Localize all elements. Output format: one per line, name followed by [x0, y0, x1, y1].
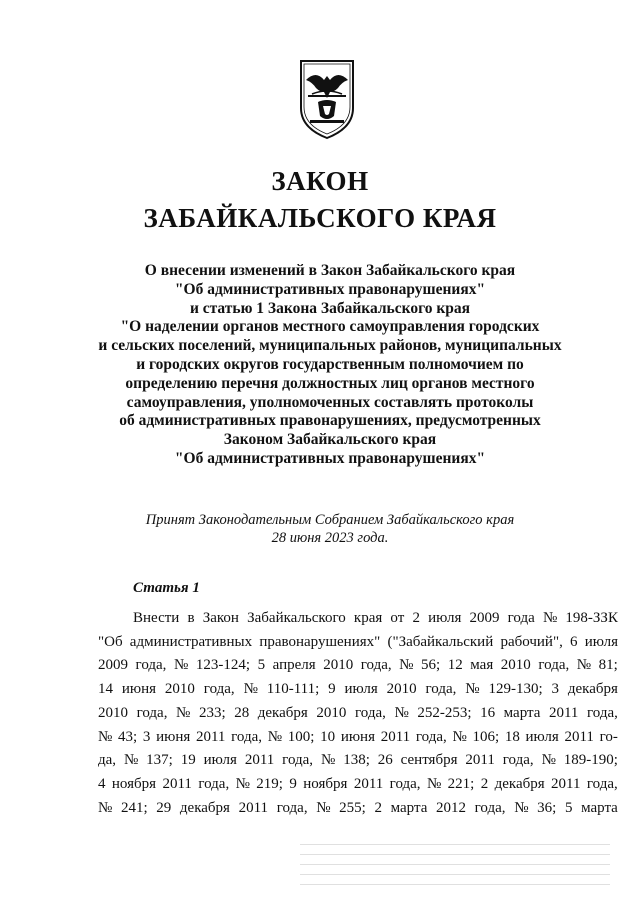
article-word: 81;	[598, 657, 618, 674]
article-word: 100;	[287, 728, 315, 745]
article-word: 12	[447, 657, 463, 674]
article-word: 2012	[436, 799, 467, 816]
adoption-date: 28 июня 2023 года.	[271, 530, 389, 546]
article-word: 6	[570, 633, 578, 650]
article-word: 29	[156, 799, 172, 816]
article-word: 123-124;	[195, 657, 251, 674]
article-word: 219;	[256, 775, 283, 792]
article-word: №	[394, 704, 409, 721]
article-word: июня	[340, 728, 375, 745]
article-word: 2011	[238, 799, 269, 816]
article-word: 3	[551, 681, 559, 698]
article-word: 28	[234, 704, 250, 721]
article-word: 2010	[316, 704, 347, 721]
article-word: мая	[470, 657, 494, 674]
article-word: марта	[581, 799, 618, 816]
article-word: №	[316, 799, 331, 816]
law-title: ЗАКОН	[271, 166, 369, 196]
article-word: 5	[564, 799, 573, 816]
article-word: декабря	[494, 775, 545, 792]
subtitle-line: "Об административных правонарушениях"	[174, 449, 486, 467]
article-word: №	[267, 728, 283, 745]
article-word: края	[353, 610, 383, 626]
article-word: года,	[587, 704, 618, 721]
article-word: №	[399, 657, 414, 674]
article-word: 2011	[380, 728, 411, 745]
article-word: №	[465, 681, 480, 698]
article-word: года,	[198, 775, 230, 792]
article-word: №	[320, 752, 336, 769]
article-word: 2011	[564, 728, 594, 745]
article-word: года,	[354, 704, 386, 721]
article-word: года,	[415, 728, 447, 745]
article-word: "Об	[98, 633, 123, 650]
article-line	[98, 726, 618, 750]
subtitle-line: Законом Забайкальского края	[223, 431, 437, 449]
article-word: 56;	[421, 657, 441, 674]
article-line	[98, 607, 618, 631]
article-word: 2009	[98, 657, 128, 674]
bleed-through-smudge	[300, 835, 610, 900]
adoption-line: Принят Законодательным Собранием Забайкальского края	[145, 512, 515, 528]
article-word: 43;	[118, 728, 138, 745]
article-word: года,	[474, 799, 506, 816]
article-word: №	[123, 752, 139, 769]
subtitle-line: и городских округов государственным полномочием по	[136, 355, 524, 373]
article-word: года,	[203, 681, 235, 698]
article-word: 4	[98, 775, 106, 792]
article-word: сентября	[400, 752, 458, 769]
article-word: 2011	[195, 728, 226, 745]
article-word: 110-111;	[266, 681, 320, 698]
article-word: ноября	[303, 775, 348, 792]
article-word: 221;	[447, 775, 475, 792]
article-word: 2	[480, 775, 489, 792]
article-word: 3	[142, 728, 151, 745]
article-line	[98, 797, 618, 821]
article-word: 18	[504, 728, 520, 745]
article-word: марта	[503, 704, 541, 721]
article-word: №	[426, 775, 442, 792]
article-word: июля	[203, 752, 237, 769]
article-word: административных	[129, 633, 253, 650]
article-word: 2011	[353, 775, 384, 792]
article-word: №	[541, 752, 556, 769]
article-word: 2010	[500, 657, 531, 674]
article-word: 2011	[244, 752, 275, 769]
subtitle-line: и статью 1 Закона Забайкальского края	[189, 299, 471, 317]
article-word: №	[235, 775, 250, 792]
article-word: года,	[360, 657, 392, 674]
article-line	[98, 631, 618, 655]
article-word: марта	[390, 799, 428, 816]
article-word: 2011	[162, 775, 192, 792]
article-word: года,	[135, 657, 167, 674]
article-word: №	[452, 728, 467, 745]
article-word: года,	[282, 752, 314, 769]
article-word: 36;	[537, 799, 557, 816]
article-word: декабря	[567, 681, 618, 698]
adoption-note	[80, 511, 580, 547]
article-word: 189-190;	[563, 752, 618, 769]
article-word: №	[176, 704, 191, 721]
subtitle-line: "Об административных правонарушениях"	[174, 280, 486, 298]
article-word: 19	[180, 752, 196, 769]
article-word: го-	[599, 728, 618, 745]
article-word: Забайкальского	[247, 610, 346, 626]
article-word: 14	[98, 681, 113, 698]
article-word: июля	[428, 610, 462, 626]
article-word: 255;	[339, 799, 366, 816]
article-word: года,	[502, 752, 534, 769]
article-word: года	[507, 610, 535, 626]
subtitle-line: определению перечня должностных лиц органов местного	[125, 374, 535, 392]
article-word: 106;	[472, 728, 500, 745]
article-word: года,	[538, 657, 570, 674]
article-word: 26	[377, 752, 393, 769]
article-word: правонарушениях"	[259, 633, 381, 650]
article-word: июня	[121, 681, 157, 698]
article-word: 241;	[120, 799, 148, 816]
article-word: июля	[525, 728, 559, 745]
article-word: 2011	[548, 704, 579, 721]
article-word: июля	[344, 681, 378, 698]
article-word: 9	[328, 681, 336, 698]
article-line	[98, 749, 618, 773]
article-word: 138;	[343, 752, 370, 769]
article-word: 129-130;	[488, 681, 543, 698]
article-word: 5	[257, 657, 266, 674]
article-word: 2009	[469, 610, 500, 626]
article-word: июля	[584, 633, 618, 650]
article-word: 9	[289, 775, 297, 792]
article-word: апреля	[272, 657, 316, 674]
article-word: в	[187, 610, 195, 626]
article-word: года,	[389, 775, 421, 792]
article-word: от	[390, 610, 405, 626]
article-line	[98, 678, 618, 702]
article-word: 2010	[386, 681, 417, 698]
law-region-title: ЗАБАЙКАЛЬСКОГО КРАЯ	[143, 203, 497, 233]
article-word: №	[576, 657, 592, 674]
subtitle-line: и сельских поселений, муниципальных районов, муниципальных	[98, 337, 562, 355]
subtitle-line: об административных правонарушениях, предусмотренных	[119, 412, 541, 430]
article-word: 2010	[323, 657, 354, 674]
article-body	[98, 607, 618, 820]
article-word: года,	[136, 704, 168, 721]
article-word: Закон	[202, 610, 239, 626]
article-word: рабочий",	[500, 633, 563, 650]
article-word: №	[243, 681, 258, 698]
article-word: 16	[480, 704, 496, 721]
article-word: 2011	[465, 752, 495, 769]
article-word: 2011	[551, 775, 581, 792]
subtitle-line: "О наделении органов местного самоуправления городских	[120, 318, 540, 336]
article-word: ноября	[111, 775, 157, 792]
zabaikalsky-coat-of-arms-icon	[298, 58, 356, 140]
article-word: 233;	[198, 704, 226, 721]
article-line	[98, 773, 618, 797]
article-word: 2010	[98, 704, 128, 721]
article-word: 252-253;	[417, 704, 472, 721]
article-word: 10	[320, 728, 336, 745]
article-word: года,	[276, 799, 308, 816]
article-word: июня	[156, 728, 191, 745]
article-word: 137;	[146, 752, 173, 769]
article-word: декабря	[257, 704, 308, 721]
article-heading: Статья 1	[133, 580, 200, 596]
article-word: 198-ЗЗК	[565, 610, 618, 626]
article-word: да,	[98, 752, 117, 769]
article-word: 2	[374, 799, 382, 816]
article-word: года,	[586, 775, 618, 792]
article-word: №	[173, 657, 189, 674]
article-word: 2010	[164, 681, 195, 698]
article-line	[98, 654, 618, 678]
article-word: ("Забайкальский	[387, 633, 494, 650]
article-word: №	[542, 610, 558, 626]
article-word: №	[514, 799, 529, 816]
subtitle-line: самоуправления, уполномоченных составлять протоколы	[126, 393, 534, 411]
subtitle-line: О внесении изменений в Закон Забайкальского края	[144, 262, 516, 279]
article-word: №	[98, 728, 113, 745]
article-word: №	[98, 799, 113, 816]
article-word: года,	[231, 728, 263, 745]
article-word: года,	[425, 681, 457, 698]
article-word: 2	[412, 610, 420, 626]
article-word: Внести	[133, 610, 180, 626]
article-word: декабря	[179, 799, 230, 816]
article-line	[98, 702, 618, 726]
law-subtitle	[60, 262, 600, 469]
